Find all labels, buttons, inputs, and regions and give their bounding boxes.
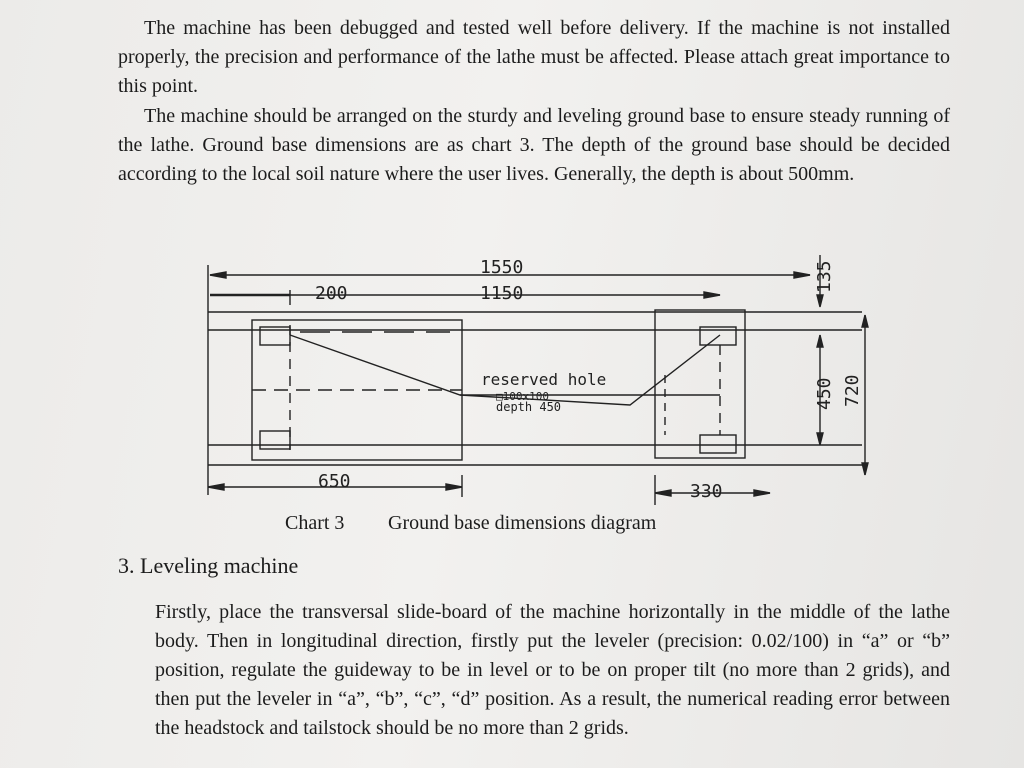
dim-label-330: 330: [690, 481, 723, 502]
dim-label-450: 450: [814, 377, 835, 410]
section-heading: 3. Leveling machine: [118, 553, 299, 578]
reserved-hole-label: reserved hole: [481, 370, 607, 389]
leveling-paragraph: Firstly, place the transversal slide-board of the machine horizontally in the middle of the lathe body. Then in longitudinal direction, firstly put the leveler (precision: 0.02/100) in “a” or “b” position, regulate the guideway to be in level or to be on proper tilt (no more than 2 grids), and then put the leveler in “a”, “b”, “c”, “d” position. As a result, the numerical reading error between the headstock and tailstock should be no more than 2 grids.: [155, 601, 950, 739]
intro-paragraph-1: The machine has been debugged and tested well before delivery. If the machine is not installed properly, the precision and performance of the lathe must be affected. Please attach great importance to this point.: [118, 17, 950, 97]
hole-size-label: □100x100: [496, 390, 549, 403]
dim-label-1150: 1150: [480, 283, 524, 304]
chart-number: Chart 3: [285, 512, 345, 534]
dim-label-720: 720: [842, 374, 863, 407]
dim-label-650: 650: [318, 471, 351, 492]
dim-label-1550: 1550: [480, 257, 524, 278]
dim-label-135: 135: [814, 260, 835, 293]
hole-depth-label: depth 450: [496, 400, 562, 414]
ground-base-diagram: [190, 235, 890, 510]
dim-label-200: 200: [315, 283, 348, 304]
intro-paragraph-2: The machine should be arranged on the sturdy and leveling ground base to ensure steady running of the lathe. Ground base dimensions are as chart 3. The depth of the ground base should be decided according to the local soil nature where the user lives. Generally, the depth is about 500mm.: [118, 105, 950, 185]
chart-title: Ground base dimensions diagram: [388, 512, 657, 534]
